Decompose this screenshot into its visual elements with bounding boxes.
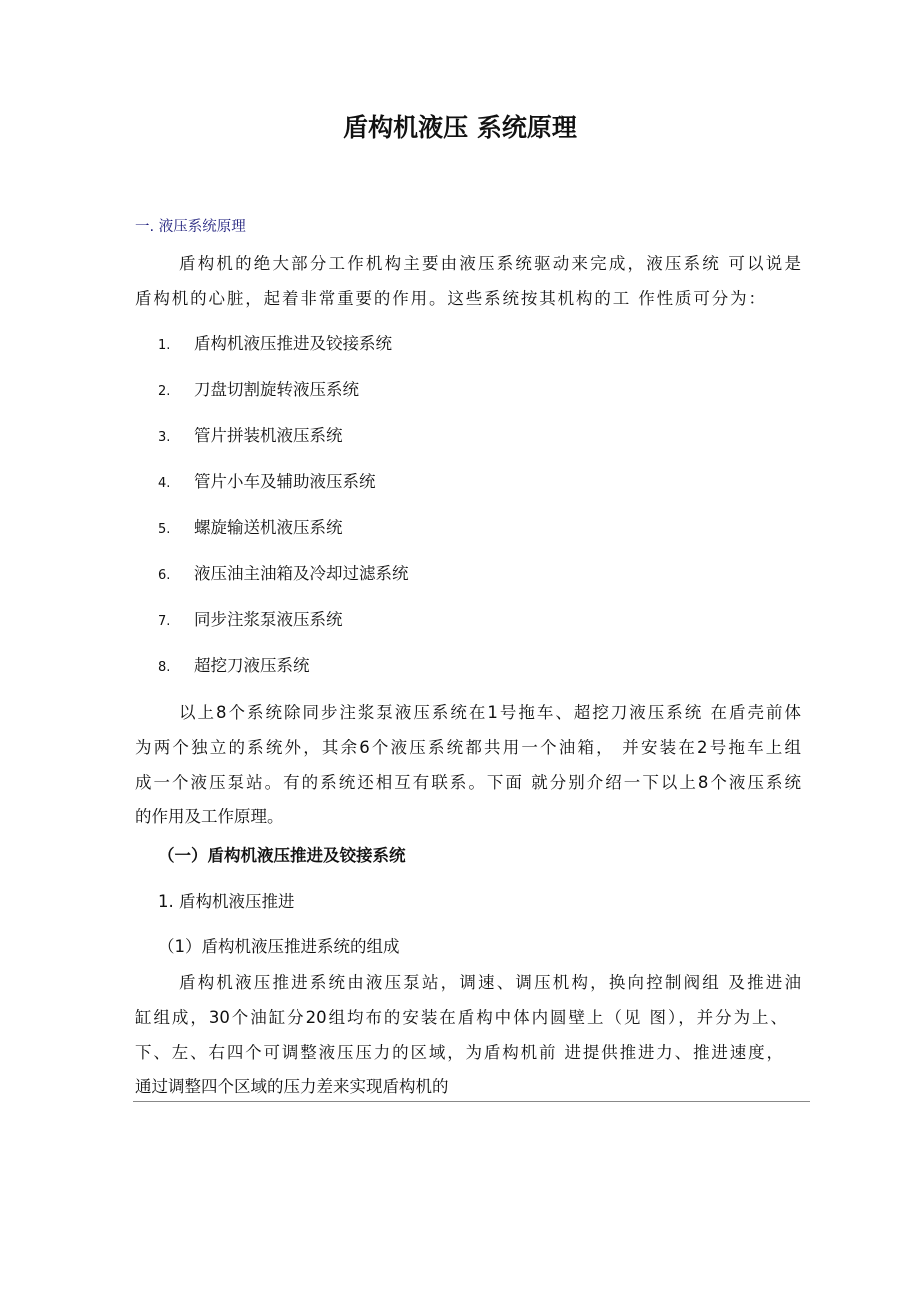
paragraph-line: 盾构机液压推进系统由液压泵站，调速、调压机构，换向控制阀组 及推进油 [179,973,801,992]
paragraph-line: 通过调整四个区域的压力差来实现盾构机的 [135,1077,449,1096]
paragraph-line: 盾构机的心脏，起着非常重要的作用。这些系统按其机构的工 作性质可分为： [135,289,765,308]
list-number: 2. [158,384,171,399]
subheading: （1）盾构机液压推进系统的组成 [158,937,400,956]
list-item [158,517,343,541]
document-title: 盾构机液压 系统原理 [343,113,577,142]
list-number: 7. [158,614,171,629]
list-text: 超挖刀液压系统 [194,656,310,675]
list-item [158,471,376,495]
list-item [158,609,343,633]
list-item [158,655,310,679]
list-text: 液压油主油箱及冷却过滤系统 [194,564,409,583]
list-number: 3. [158,430,171,445]
list-number: 5. [158,522,171,537]
paragraph-line: 的作用及工作原理。 [135,807,284,826]
list-number: 6. [158,568,171,583]
paragraph-line: 盾构机的绝大部分工作机构主要由液压系统驱动来完成，液压系统 可以说是 [179,254,801,273]
paragraph-line: 为两个独立的系统外，其余6个液压系统都共用一个油箱， 并安装在2号拖车上组 [135,738,801,757]
list-text: 螺旋输送机液压系统 [194,518,343,537]
subheading: 1. 盾构机液压推进 [158,892,295,911]
divider-line [133,1101,810,1102]
list-text: 同步注浆泵液压系统 [194,610,343,629]
paragraph-line: 缸组成，30个油缸分20组均布的安装在盾构中体内圆壁上（见 图），并分为上、 [135,1008,787,1027]
list-text: 刀盘切割旋转液压系统 [194,380,359,399]
list-item [158,333,392,357]
paragraph-line: 以上8个系统除同步注浆泵液压系统在1号拖车、超挖刀液压系统 在盾壳前体 [179,703,801,722]
list-item [158,563,409,587]
list-number: 4. [158,476,171,491]
list-number: 1. [158,338,171,353]
paragraph-line: 下、左、右四个可调整液压压力的区域，为盾构机前 进提供推进力、推进速度， [135,1043,783,1062]
list-text: 管片小车及辅助液压系统 [194,472,376,491]
list-text: 盾构机液压推进及铰接系统 [194,334,392,353]
section-heading: 一. 液压系统原理 [135,219,246,235]
list-text: 管片拼装机液压系统 [194,426,343,445]
subsection-heading: （一）盾构机液压推进及铰接系统 [158,846,406,865]
paragraph-line: 成一个液压泵站。有的系统还相互有联系。下面 就分别介绍一下以上8个液压系统 [135,773,801,792]
list-number: 8. [158,660,171,675]
list-item [158,379,359,403]
list-item [158,425,343,449]
